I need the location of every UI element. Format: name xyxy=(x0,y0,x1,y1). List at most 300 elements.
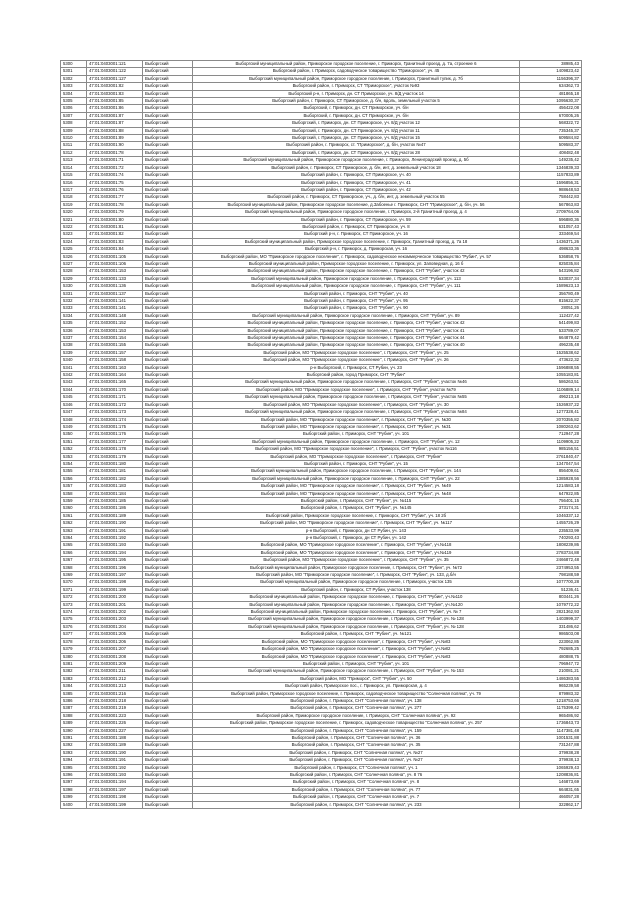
table-row xyxy=(61,757,582,764)
district-cell: Выборгский xyxy=(143,801,193,808)
cadastral-value-cell: 879983,32 xyxy=(520,690,582,697)
row-number-cell: 5353 xyxy=(61,453,87,460)
cadastral-value-cell: 1214583,18 xyxy=(520,483,582,490)
address-cell: Выборгский муниципальный район, Приморское городское поселение, г. Приморск, ул. Заповедная, д. 16 б xyxy=(193,260,520,267)
row-number-cell: 5332 xyxy=(61,298,87,305)
district-cell: Выборгский xyxy=(143,201,193,208)
table-row xyxy=(61,364,582,371)
cadastral-value-cell: 985156,51 xyxy=(520,446,582,453)
cadastral-number-cell: 47:01:0403001:172 xyxy=(87,401,143,408)
district-cell: Выборгский xyxy=(143,223,193,230)
cadastral-number-cell: 47:01:0403001:153 xyxy=(87,327,143,334)
address-cell: Выборгский район, г. Приморск, СНТ "Рубин", уч. 40 xyxy=(193,290,520,297)
table-row xyxy=(61,697,582,704)
cadastral-value-cell: 149235,42 xyxy=(520,157,582,164)
address-cell: Выборгский район, МО "Приморское городское поселение", г. Приморск, СНТ "Рубин", уч. 25 xyxy=(193,349,520,356)
row-number-cell: 5337 xyxy=(61,335,87,342)
row-number-cell: 5318 xyxy=(61,194,87,201)
table-row xyxy=(61,186,582,193)
cadastral-number-cell: 47:01:0403001:152 xyxy=(87,320,143,327)
district-cell: Выборгский xyxy=(143,653,193,660)
address-cell: Выборгский район, г. Приморск, СНТ "Рубин", уч. №121 xyxy=(193,631,520,638)
cadastral-number-cell: 47:01:0403001:203 xyxy=(87,616,143,623)
cadastral-number-cell: 47:01:0403001:194 xyxy=(87,549,143,556)
table-row xyxy=(61,209,582,216)
row-number-cell: 5305 xyxy=(61,98,87,105)
cadastral-number-cell: 47:01:0403001:199 xyxy=(87,801,143,808)
table-row xyxy=(61,779,582,786)
row-number-cell: 5330 xyxy=(61,283,87,290)
row-number-cell: 5375 xyxy=(61,616,87,623)
district-cell: Выборгский xyxy=(143,179,193,186)
table-row xyxy=(61,794,582,801)
table-row xyxy=(61,527,582,534)
table-row xyxy=(61,372,582,379)
cadastral-number-cell: 47:01:0403001:218 xyxy=(87,697,143,704)
district-cell: Выборгский xyxy=(143,779,193,786)
row-number-cell: 5351 xyxy=(61,438,87,445)
district-cell: Выборгский xyxy=(143,312,193,319)
cadastral-number-cell: 47:01:0403001:188 xyxy=(87,734,143,741)
cadastral-number-cell: 47:01:0403001:179 xyxy=(87,453,143,460)
cadastral-value-cell: 1403999,37 xyxy=(520,616,582,623)
table-row xyxy=(61,394,582,401)
row-number-cell: 5390 xyxy=(61,727,87,734)
cadastral-value-cell: 223062,85 xyxy=(520,638,582,645)
cadastral-number-cell: 47:01:0403001:205 xyxy=(87,631,143,638)
row-number-cell: 5382 xyxy=(61,668,87,675)
row-number-cell: 5348 xyxy=(61,416,87,423)
cadastral-value-cell: 146873,69 xyxy=(520,779,582,786)
table-row xyxy=(61,468,582,475)
cadastral-number-cell: 47:01:0403001:202 xyxy=(87,609,143,616)
row-number-cell: 5301 xyxy=(61,68,87,75)
row-number-cell: 5361 xyxy=(61,512,87,519)
district-cell: Выборгский xyxy=(143,690,193,697)
district-cell: Выборгский xyxy=(143,327,193,334)
table-row xyxy=(61,283,582,290)
row-number-cell: 5340 xyxy=(61,357,87,364)
district-cell: Выборгский xyxy=(143,623,193,630)
cadastral-number-cell: 47:01:0403001:207 xyxy=(87,646,143,653)
address-cell: Выборгский район, г. Приморск, СТ Приморское, уч. 8 xyxy=(193,223,520,230)
table-row xyxy=(61,120,582,127)
address-cell: Выборгский р-н, г. Приморск, д. Приморская, уч. 16 xyxy=(193,246,520,253)
cadastral-value-cell: 2070355,82 xyxy=(520,416,582,423)
row-number-cell: 5392 xyxy=(61,742,87,749)
row-number-cell: 5346 xyxy=(61,401,87,408)
address-cell: Выборгский муниципальный район, Приморское городское поселение, г. Приморск, СНТ "Рубин", участок 44 xyxy=(193,335,520,342)
cadastral-value-cell: 670005,26 xyxy=(520,112,582,119)
cadastral-number-cell: 47:01:0403001:121 xyxy=(87,61,143,68)
cadastral-value-cell: 664879,42 xyxy=(520,335,582,342)
district-cell: Выборгский xyxy=(143,275,193,282)
table-row xyxy=(61,653,582,660)
address-cell: Выборгский район, г. Приморск, СНТ "Рубин", уч. 15 xyxy=(193,460,520,467)
cadastral-number-cell: 47:01:0403001:83 xyxy=(87,238,143,245)
district-cell: Выборгский xyxy=(143,283,193,290)
cadastral-number-cell: 47:01:0403001:87 xyxy=(87,112,143,119)
cadastral-number-cell: 47:01:0403001:192 xyxy=(87,535,143,542)
district-cell: Выборгский xyxy=(143,290,193,297)
address-cell: Выборгский район, г. Приморск, СНТ "Солнечная поляна", уч. 35 xyxy=(193,742,520,749)
cadastral-number-cell: 47:01:0403001:163 xyxy=(87,364,143,371)
table-row xyxy=(61,423,582,430)
district-cell: Выборгский xyxy=(143,298,193,305)
cadastral-number-cell: 47:01:0403001:212 xyxy=(87,675,143,682)
cadastral-value-cell: 1596888,55 xyxy=(520,364,582,371)
row-number-cell: 5394 xyxy=(61,757,87,764)
cadastral-number-cell: 47:01:0403001:175 xyxy=(87,423,143,430)
cadastral-value-cell: 1385928,56 xyxy=(520,475,582,482)
row-number-cell: 5314 xyxy=(61,164,87,171)
row-number-cell: 5354 xyxy=(61,460,87,467)
table-row xyxy=(61,149,582,156)
cadastral-value-cell: 1808239,86 xyxy=(520,542,582,549)
address-cell: Выборгский муниципальный район, Приморское городское поселение, г. Приморск, СНТ "Рубин", уч.№120 xyxy=(193,601,520,608)
cadastral-number-cell: 47:01:0403001:192 xyxy=(87,764,143,771)
district-cell: Выборгский xyxy=(143,260,193,267)
table-row xyxy=(61,320,582,327)
cadastral-value-cell: 798188,59 xyxy=(520,572,582,579)
cadastral-number-cell: 47:01:0403001:88 xyxy=(87,127,143,134)
table-row xyxy=(61,90,582,97)
row-number-cell: 5331 xyxy=(61,290,87,297)
district-cell: Выборгский xyxy=(143,638,193,645)
district-cell: Выборгский xyxy=(143,749,193,756)
district-cell: Выборгский xyxy=(143,164,193,171)
district-cell: Выборгский xyxy=(143,209,193,216)
cadastral-number-cell: 47:01:0403001:226 xyxy=(87,720,143,727)
table-row xyxy=(61,379,582,386)
row-number-cell: 5347 xyxy=(61,409,87,416)
address-cell: Выборгский муниципальный район, Приморское городское поселение, г. Приморск, СНТ "Рубин", участок 40 xyxy=(193,342,520,349)
address-cell: Выборгский район, г. Приморск, СНТ "Солнечная поляна", уч. 277 xyxy=(193,705,520,712)
district-cell: Выборгский xyxy=(143,772,193,779)
table-row xyxy=(61,505,582,512)
cadastral-value-cell: 235533,99 xyxy=(520,527,582,534)
district-cell: Выборгский xyxy=(143,75,193,82)
district-cell: Выборгский xyxy=(143,90,193,97)
cadastral-value-cell: 740293,43 xyxy=(520,535,582,542)
table-row xyxy=(61,727,582,734)
address-cell: Выборгский муниципальный район, Приморское городское поселение, г. Приморск, 2-й Гранитный проезд, д. 4 xyxy=(193,209,520,216)
district-cell: Выборгский xyxy=(143,423,193,430)
table-row xyxy=(61,268,582,275)
cadastral-value-cell: 1065929,43 xyxy=(520,764,582,771)
cadastral-value-cell: 796947,72 xyxy=(520,660,582,667)
cadastral-value-cell: 1218753,66 xyxy=(520,697,582,704)
cadastral-value-cell: 1436371,26 xyxy=(520,238,582,245)
district-cell: Выборгский xyxy=(143,542,193,549)
district-cell: Выборгский xyxy=(143,475,193,482)
address-cell: Выборгский р-н, г. Приморск, СТ Приморское, уч. 16 xyxy=(193,231,520,238)
address-cell: Выборгский муниципальный район, Приморское городское поселение, г. Приморск, СНТ "Рубин", уч.№110 xyxy=(193,594,520,601)
address-cell: Выборгский район, МО "Приморское городское поселение", г. Приморск, СНТ "Рубин", уч. №31 xyxy=(193,423,520,430)
table-row xyxy=(61,453,582,460)
table-row xyxy=(61,164,582,171)
cadastral-number-cell: 47:01:0403001:208 xyxy=(87,653,143,660)
table-row xyxy=(61,409,582,416)
cadastral-number-cell: 47:01:0403001:191 xyxy=(87,527,143,534)
cadastral-value-cell: 1589623,13 xyxy=(520,283,582,290)
cadastral-number-cell: 47:01:0403001:79 xyxy=(87,209,143,216)
table-row xyxy=(61,446,582,453)
address-cell: Выборгский муниципальный район, Приморское городское поселение, г. Приморск, СНТ "Рубин", участок №46 xyxy=(193,379,520,386)
district-cell: Выборгский xyxy=(143,535,193,542)
table-row xyxy=(61,127,582,134)
district-cell: Выборгский xyxy=(143,268,193,275)
row-number-cell: 5304 xyxy=(61,90,87,97)
cadastral-value-cell: 1147381,48 xyxy=(520,727,582,734)
row-number-cell: 5355 xyxy=(61,468,87,475)
district-cell: Выборгский xyxy=(143,120,193,127)
address-cell: Выборгский район, г. Приморск, СНТ "Солнечная поляна", уч. 7 xyxy=(193,794,520,801)
cadastral-number-cell: 47:01:0403001:197 xyxy=(87,786,143,793)
cadastral-value-cell: 2821362,93 xyxy=(520,609,582,616)
cadastral-number-cell: 47:01:0403001:196 xyxy=(87,564,143,571)
district-cell: Выборгский xyxy=(143,157,193,164)
address-cell: Выборгский район, г. Приморск, садоводческое товарищество "Приморское", уч. 45 xyxy=(193,68,520,75)
row-number-cell: 5399 xyxy=(61,794,87,801)
address-cell: Выборгский район, г. Приморск, СНТ "Солнечная поляна", уч. 233 xyxy=(193,801,520,808)
cadastral-number-cell: 47:01:0403001:201 xyxy=(87,601,143,608)
row-number-cell: 5317 xyxy=(61,186,87,193)
cadastral-number-cell: 47:01:0403001:81 xyxy=(87,223,143,230)
cadastral-value-cell: 331486,62 xyxy=(520,623,582,630)
address-cell: Выборгский район, г. Приморск, СТ Приморское, уч. 42 xyxy=(193,186,520,193)
cadastral-number-cell: 47:01:0403001:72 xyxy=(87,164,143,171)
address-cell: Выборгский муниципальный район, Приморское городское поселение, г. Приморск, СНТ "Рубин", участок 42 xyxy=(193,268,520,275)
address-cell: Выборгский район, МО "Приморское городское поселение", г. Приморск, СНТ "Рубин", уч.№82 xyxy=(193,646,520,653)
district-cell: Выборгский xyxy=(143,61,193,68)
row-number-cell: 5393 xyxy=(61,749,87,756)
row-number-cell: 5363 xyxy=(61,527,87,534)
row-number-cell: 5357 xyxy=(61,483,87,490)
cadastral-value-cell: 1109905,22 xyxy=(520,438,582,445)
cadastral-value-cell: 456422,08 xyxy=(520,105,582,112)
cadastral-value-cell: 1080263,62 xyxy=(520,423,582,430)
table-row xyxy=(61,75,582,82)
cadastral-value-cell: 586263,51 xyxy=(520,379,582,386)
address-cell: р-н Выборгский, г. Приморск, СТ Рубин, уч. 23 xyxy=(193,364,520,371)
address-cell: Выборгский район, МО "Приморское городское поселение", г. Приморск, СНТ "Рубин", участок №116 xyxy=(193,446,520,453)
cadastral-number-cell: 47:01:0403001:190 xyxy=(87,520,143,527)
cadastral-value-cell: 1347047,54 xyxy=(520,460,582,467)
cadastral-number-cell: 47:01:0403001:189 xyxy=(87,512,143,519)
cadastral-number-cell: 47:01:0403001:85 xyxy=(87,98,143,105)
district-cell: Выборгский xyxy=(143,601,193,608)
table-row xyxy=(61,512,582,519)
cadastral-value-cell: 825035,84 xyxy=(520,260,582,267)
cadastral-number-cell: 47:01:0403001:158 xyxy=(87,357,143,364)
row-number-cell: 5360 xyxy=(61,505,87,512)
row-number-cell: 5387 xyxy=(61,705,87,712)
row-number-cell: 5302 xyxy=(61,75,87,82)
row-number-cell: 5335 xyxy=(61,320,87,327)
cadastral-value-cell: 333469,54 xyxy=(520,231,582,238)
cadastral-value-cell: 1055183,81 xyxy=(520,372,582,379)
district-cell: Выборгский xyxy=(143,364,193,371)
cadastral-value-cell: 2466872,48 xyxy=(520,557,582,564)
row-number-cell: 5327 xyxy=(61,260,87,267)
table-row xyxy=(61,416,582,423)
table-row xyxy=(61,742,582,749)
district-cell: Выборгский xyxy=(143,409,193,416)
row-number-cell: 5349 xyxy=(61,423,87,430)
table-row xyxy=(61,98,582,105)
district-cell: Выборгский xyxy=(143,431,193,438)
cadastral-number-cell: 47:01:0403001:164 xyxy=(87,372,143,379)
district-cell: Выборгский xyxy=(143,342,193,349)
cadastral-number-cell: 47:01:0403001:84 xyxy=(87,246,143,253)
table-row xyxy=(61,520,582,527)
cadastral-value-cell: 356780,49 xyxy=(520,290,582,297)
cadastral-number-cell: 47:01:0403001:209 xyxy=(87,660,143,667)
district-cell: Выборгский xyxy=(143,305,193,312)
row-number-cell: 5386 xyxy=(61,697,87,704)
cadastral-number-cell: 47:01:0403001:183 xyxy=(87,483,143,490)
cadastral-value-cell: 712947,28 xyxy=(520,431,582,438)
row-number-cell: 5378 xyxy=(61,638,87,645)
district-cell: Выборгский xyxy=(143,742,193,749)
cadastral-value-cell: 2783734,88 xyxy=(520,549,582,556)
cadastral-number-cell: 47:01:0403001:122 xyxy=(87,68,143,75)
address-cell: Выборгский район, г. Приморск, СНТ "Солнечная поляна", уч. №27 xyxy=(193,749,520,756)
cadastral-value-cell: 1486383,55 xyxy=(520,675,582,682)
table-row xyxy=(61,712,582,719)
table-row xyxy=(61,690,582,697)
cadastral-value-cell: 1156396,37 xyxy=(520,75,582,82)
cadastral-value-cell: 1455726,29 xyxy=(520,520,582,527)
address-cell: Выборгский район, МО "Приморское городское поселение", г. Приморск, садоводческое некоммерческое товарищество "Рубин", уч. 57 xyxy=(193,253,520,260)
cadastral-number-cell: 47:01:0403001:223 xyxy=(87,712,143,719)
cadastral-value-cell: 803441,26 xyxy=(520,594,582,601)
table-row xyxy=(61,720,582,727)
table-row xyxy=(61,483,582,490)
address-cell: Выборгский, г. Приморск, дн. СТ Приморское, уч. 8/Д участок 11 xyxy=(193,127,520,134)
cadastral-number-cell: 47:01:0403001:82 xyxy=(87,83,143,90)
cadastral-value-cell: 758442,83 xyxy=(520,194,582,201)
row-number-cell: 5366 xyxy=(61,549,87,556)
district-cell: Выборгский xyxy=(143,416,193,423)
table-row xyxy=(61,631,582,638)
address-cell: Выборгский район, г. Приморск, СТ Приморское, уч., д. б/н, инт, д. земельный участок 55 xyxy=(193,194,520,201)
cadastral-number-cell: 47:01:0403001:194 xyxy=(87,779,143,786)
cadastral-number-cell: 47:01:0403001:165 xyxy=(87,379,143,386)
cadastral-value-cell: 1046337,12 xyxy=(520,512,582,519)
row-number-cell: 5326 xyxy=(61,253,87,260)
cadastral-value-cell: 1525538,62 xyxy=(520,349,582,356)
cadastral-value-cell: 1157833,89 xyxy=(520,172,582,179)
district-cell: Выборгский xyxy=(143,83,193,90)
cadastral-value-cell: 756401,15 xyxy=(520,497,582,504)
district-cell: Выборгский xyxy=(143,357,193,364)
address-cell: Выборгский муниципальный район, Приморское городское поселение, г. Приморск, СНТ "Рубин", уч. № 7 xyxy=(193,609,520,616)
table-row xyxy=(61,786,582,793)
table-row xyxy=(61,172,582,179)
row-number-cell: 5364 xyxy=(61,535,87,542)
row-number-cell: 5400 xyxy=(61,801,87,808)
address-cell: Выборгский район, МО "Приморское городское поселение", г. Приморск, СНТ "Рубин", уч.№83 xyxy=(193,653,520,660)
district-cell: Выборгский xyxy=(143,660,193,667)
district-cell: Выборгский xyxy=(143,557,193,564)
row-number-cell: 5303 xyxy=(61,83,87,90)
cadastral-number-cell: 47:01:0403001:77 xyxy=(87,194,143,201)
cadastral-number-cell: 47:01:0403001:211 xyxy=(87,668,143,675)
table-row xyxy=(61,549,582,556)
address-cell: Выборгский муниципальный район, Приморское городское поселение, г. Приморск, СНТ "Рубин", уч. 22 xyxy=(193,475,520,482)
cadastral-number-cell: 47:01:0403001:227 xyxy=(87,727,143,734)
address-cell: Выборгский район, г. Приморск, СТ "Солнечная поляна", уч. 1 xyxy=(193,764,520,771)
cadastral-value-cell: 2374953,55 xyxy=(520,564,582,571)
district-cell: Выборгский xyxy=(143,401,193,408)
cadastral-value-cell: 815622,37 xyxy=(520,298,582,305)
district-cell: Выборгский xyxy=(143,253,193,260)
district-cell: Выборгский xyxy=(143,794,193,801)
district-cell: Выборгский xyxy=(143,631,193,638)
district-cell: Выборгский xyxy=(143,112,193,119)
district-cell: Выборгский xyxy=(143,727,193,734)
district-cell: Выборгский xyxy=(143,616,193,623)
address-cell: Выборгский район, МО "Приморское городское поселение", г. Приморск, СНТ "Рубин", уч.№83 xyxy=(193,638,520,645)
row-number-cell: 5385 xyxy=(61,690,87,697)
table-row xyxy=(61,579,582,586)
table-row xyxy=(61,749,582,756)
row-number-cell: 5384 xyxy=(61,683,87,690)
row-number-cell: 5388 xyxy=(61,712,87,719)
table-row xyxy=(61,194,582,201)
address-cell: р-н Выборгский, г. Приморск, дн СТ Рубин, уч. 142 xyxy=(193,535,520,542)
district-cell: Выборгский xyxy=(143,697,193,704)
table-row xyxy=(61,460,582,467)
table-row xyxy=(61,327,582,334)
address-cell: Выборгский район, г. Приморск, ст. "Приморское", д. б/н, участок №47 xyxy=(193,142,520,149)
cadastral-value-cell: 210081,21 xyxy=(520,668,582,675)
cadastral-value-cell: 481865,18 xyxy=(520,90,582,97)
table-row xyxy=(61,772,582,779)
cadastral-value-cell: 509583,37 xyxy=(520,142,582,149)
district-cell: Выборгский xyxy=(143,512,193,519)
district-cell: Выборгский xyxy=(143,320,193,327)
cadastral-number-cell: 47:01:0403001:171 xyxy=(87,394,143,401)
address-cell: Выборгский р-н, г. Приморск, дн. СТ Приморское, уч. 8/Д участок 14 xyxy=(193,90,520,97)
cadastral-number-cell: 47:01:0403001:197 xyxy=(87,572,143,579)
table-row xyxy=(61,349,582,356)
address-cell: Выборгский район, МО "Приморское городское поселение", г. Приморск, СНТ "Рубин", уч.№118 xyxy=(193,542,520,549)
row-number-cell: 5315 xyxy=(61,172,87,179)
table-body xyxy=(61,61,582,809)
district-cell: Выборгский xyxy=(143,246,193,253)
table-row xyxy=(61,542,582,549)
table-row xyxy=(61,438,582,445)
table-row xyxy=(61,112,582,119)
row-number-cell: 5300 xyxy=(61,61,87,68)
row-number-cell: 5362 xyxy=(61,520,87,527)
row-number-cell: 5367 xyxy=(61,557,87,564)
address-cell: Выборгский муниципальный район, Приморское городское поселение, г. Приморск, Ленинградский проезд, д. 5б xyxy=(193,157,520,164)
address-cell: Выборгский район, г. Приморск, СТ Приморское, уч. 59 xyxy=(193,216,520,223)
cadastral-value-cell: 664831,65 xyxy=(520,786,582,793)
table-row xyxy=(61,105,582,112)
cadastral-value-cell: 498633,36 xyxy=(520,246,582,253)
cadastral-value-cell: 965239,58 xyxy=(520,683,582,690)
cadastral-number-cell: 47:01:0403001:173 xyxy=(87,409,143,416)
cadastral-number-cell: 47:01:0403001:193 xyxy=(87,542,143,549)
row-number-cell: 5379 xyxy=(61,646,87,653)
cadastral-number-cell: 47:01:0403001:189 xyxy=(87,742,143,749)
cadastral-value-cell: 466057,28 xyxy=(520,794,582,801)
